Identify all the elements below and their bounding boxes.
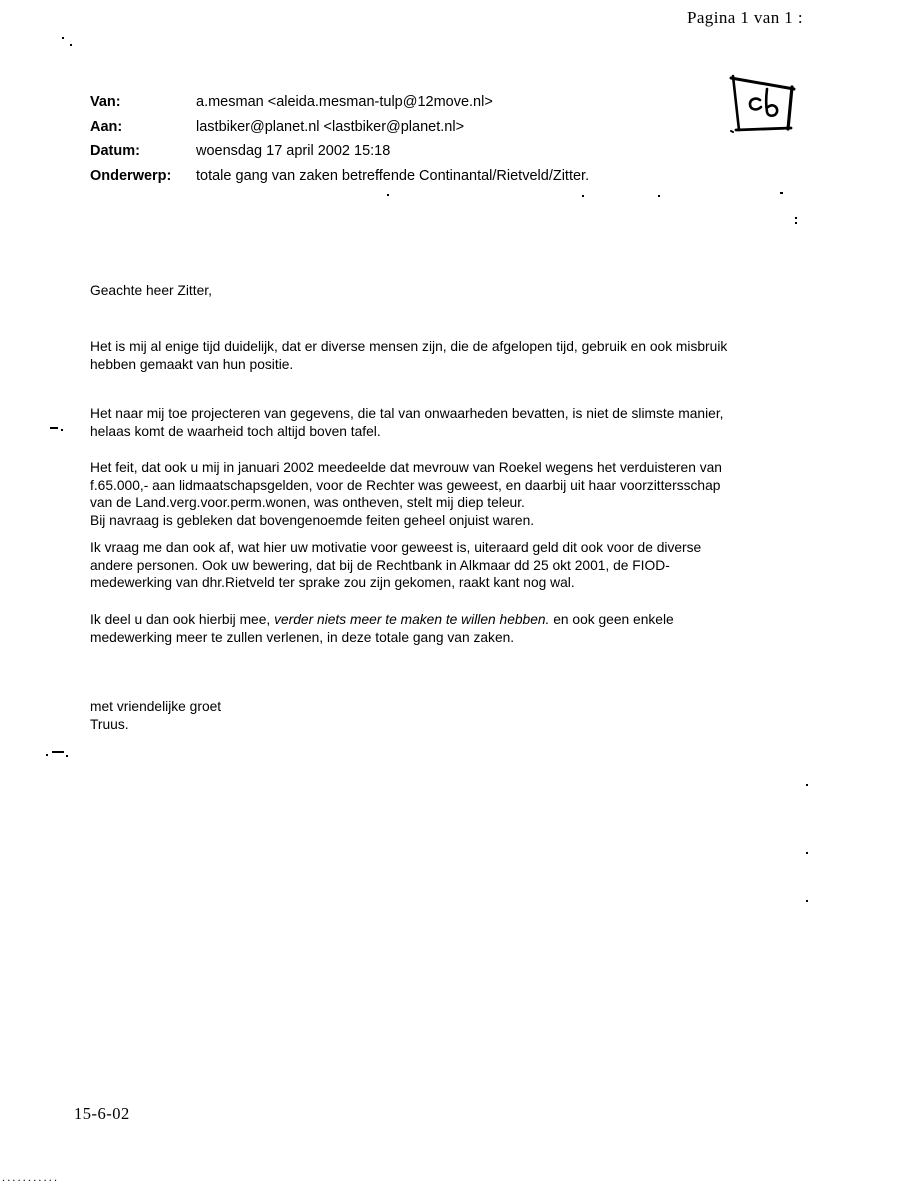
scan-artifact	[806, 900, 808, 902]
box-left-edge	[733, 76, 739, 130]
to-value: lastbiker@planet.nl <lastbiker@planet.nl>	[196, 118, 465, 135]
handwritten-number-box	[710, 65, 830, 155]
salutation: Geachte heer Zitter,	[90, 283, 212, 298]
subject-label: Onderwerp:	[90, 167, 172, 184]
footer-dotted-line: ...........	[2, 1170, 60, 1184]
text-line: medewerking meer te zullen verlenen, in deze totale gang van zaken.	[90, 629, 515, 645]
paragraph-3	[90, 459, 722, 529]
scan-artifact	[46, 754, 48, 756]
closing-greeting: met vriendelijke groet	[90, 699, 222, 714]
paragraph-4	[90, 539, 701, 592]
scan-artifact	[52, 751, 64, 753]
text-line: andere personen. Ook uw bewering, dat bij de Rechtbank in Alkmaar dd 25 okt 2001, de FIOD-	[90, 557, 670, 573]
header-row-to	[90, 115, 589, 140]
paragraph-2	[90, 405, 724, 440]
box-corner-tick	[731, 131, 733, 132]
scan-artifact	[70, 44, 72, 46]
text-line	[90, 611, 674, 629]
subject-value: totale gang van zaken betreffende Continantal/Rietveld/Zitter.	[196, 167, 590, 184]
scan-artifact	[795, 217, 797, 219]
header-row-from	[90, 90, 589, 115]
scan-artifact	[61, 429, 63, 431]
scan-artifact	[50, 427, 58, 429]
scan-artifact	[582, 195, 584, 197]
scan-artifact	[806, 784, 808, 786]
italic-text-segment: verder niets meer te maken te willen hebben.	[274, 612, 550, 627]
text-line: Het naar mij toe projecteren van gegevens, die tal van onwaarheden bevatten, is niet de slimste manier,	[90, 406, 724, 421]
from-value: a.mesman <aleida.mesman-tulp@12move.nl>	[196, 94, 493, 110]
date-label: Datum:	[90, 143, 140, 159]
header-row-date	[90, 139, 589, 164]
handwritten-digit-2	[750, 99, 761, 110]
footer-date: 15-6-02	[74, 1104, 130, 1123]
scan-artifact	[795, 222, 797, 224]
box-bottom-edge	[736, 128, 791, 130]
scan-artifact	[658, 195, 660, 197]
text-line: hebben gemaakt van hun positie.	[90, 356, 294, 372]
text-line: Het is mij al enige tijd duidelijk, dat er diverse mensen zijn, die de afgelopen tijd, gebruik en ook misbruik	[90, 339, 728, 354]
closing-signature: Truus.	[90, 716, 129, 732]
scan-artifact	[62, 37, 64, 39]
text-line: van de Land.verg.voor.perm.wonen, was ontheven, stelt mij diep teleur.	[90, 495, 525, 511]
scan-artifact	[387, 194, 389, 196]
text-line: medewerking van dhr.Rietveld ter sprake zou zijn gekomen, raakt kant nog wal.	[90, 575, 575, 591]
box-right-edge	[788, 87, 792, 129]
scan-artifact	[780, 192, 783, 194]
page-number-header: Pagina 1 van 1 :	[687, 8, 803, 27]
date-value: woensdag 17 april 2002 15:18	[196, 143, 391, 159]
to-label: Aan:	[90, 118, 123, 135]
text-line: Ik vraag me dan ook af, wat hier uw motivatie voor geweest is, uiteraard geld dit ook voor de diverse	[90, 540, 702, 555]
text-line: helaas komt de waarheid toch altijd boven tafel.	[90, 423, 381, 439]
text-line: f.65.000,- aan lidmaatschapsgelden, voor de Rechter was geweest, en daarbij uit haar voorzittersschap	[90, 477, 721, 493]
scan-artifact	[66, 755, 68, 757]
paragraph-5	[90, 611, 674, 646]
paragraph-1	[90, 338, 727, 373]
closing-block	[90, 698, 221, 733]
scan-artifact	[806, 852, 808, 854]
from-label: Van:	[90, 94, 121, 110]
text-segment: Ik deel u dan ook hierbij mee,	[90, 612, 275, 627]
text-line: Bij navraag is gebleken dat bovengenoemde feiten geheel onjuist waren.	[90, 512, 535, 528]
text-line: Het feit, dat ook u mij in januari 2002 meedeelde dat mevrouw van Roekel wegens het verduisteren van	[90, 460, 722, 475]
header-row-subject	[90, 164, 589, 189]
email-header-block	[90, 90, 589, 188]
handwritten-digit-6	[766, 89, 777, 116]
text-segment: en ook geen enkele	[549, 612, 674, 627]
box-top-edge	[731, 78, 794, 89]
